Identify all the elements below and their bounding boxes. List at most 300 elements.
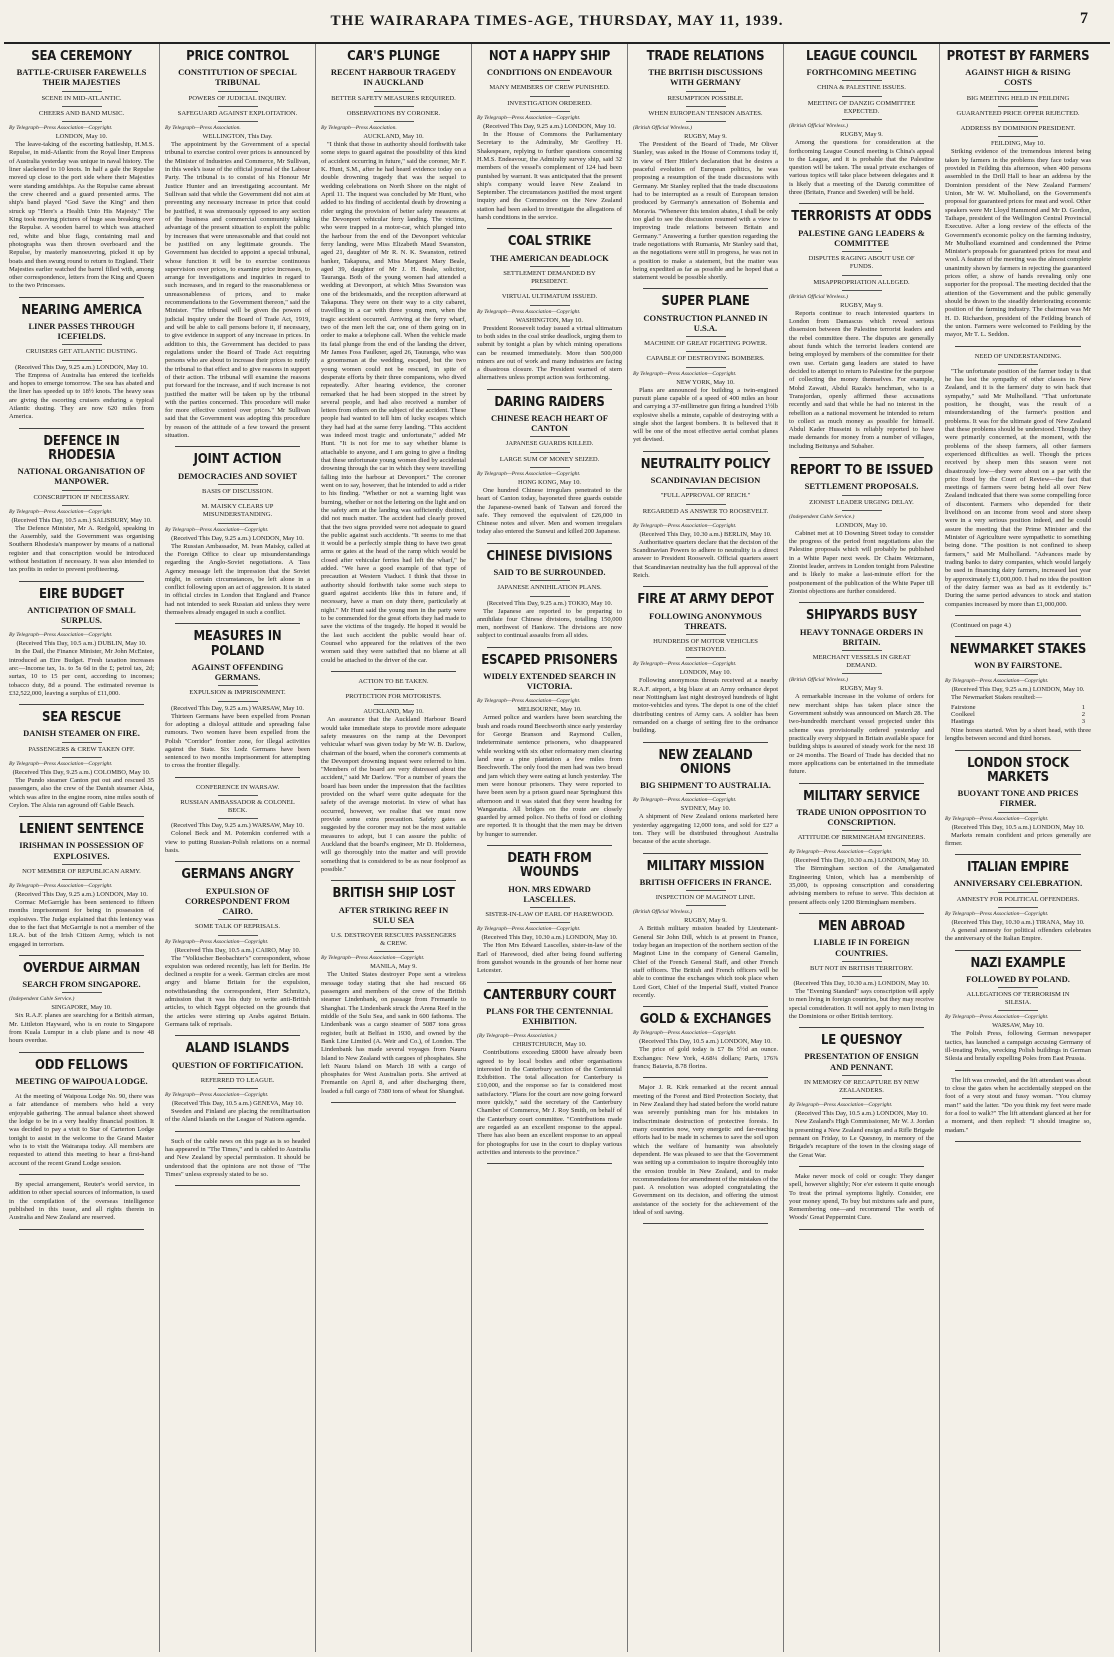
article-subhead: ZIONIST LEADER URGING DELAY. [809,498,914,506]
horse-name: Hastings [951,717,975,725]
article-dateline: (Received This Day, 10.30 a.m.) LONDON, May 10. [793,979,930,987]
divider [686,905,726,906]
article-headline: DARING RAIDERS [494,394,605,410]
divider [218,701,258,702]
divider [218,1073,258,1074]
divider [530,922,570,923]
article-subhead: MEETING OF DANZIG COMMITTEE EXPECTED. [807,99,916,115]
article-body: The price of gold today is £7 8s 5½d an ounce. Exchanges: New York, 4.68¼ dollars; Paris, 176⅞ francs; Batavia, 8.78 florins. [633,1046,778,1071]
article-headline: CHINESE DIVISIONS [486,548,613,564]
article-body: Major J. R. Kirk remarked at the recent annual meeting of the Forest and Bird Protection Society, that in New Zealand they had stated before the world nature was severely punishing man for his mistakes in indiscriminate destruction of protective forests. In many countries now, very energetic and far-reaching efforts had to be made in schemes to save the soil upon which the welfare of humanity was absolutely dependent. He was pleased to see that the Government was setting up a commission to inquire thoroughly into the erosion trouble in New Zealand, and to make recommendations for amendment of the mistakes of the past. A resolution was adopted congratulating the Government on its decision, and offering the utmost assistance of the society for the achievement of the ideal of soil saving. [633,1084,778,1217]
article-subhead: MACHINE OF GREAT FIGHTING POWER. [644,340,767,348]
article-body: The lift was crowded, and the lift attendant was about to close the gates when he accidentally stepped on the foot of a very stout and fussy woman. "You clumsy man!" said the latter. "Do you think my feet were made for a fool to walk?" The lift attendant glanced at her for a moment, and then replied: "I should imagine so, madam." [945,1076,1091,1134]
divider [686,351,726,352]
divider [998,674,1038,675]
article-subhead: THE BRITISH DISCUSSIONS WITH GERMANY [648,67,763,88]
divider [530,289,570,290]
article-subhead: CHINESE REACH HEART OF CANTON [491,413,608,434]
article-separator [487,389,612,390]
article [165,784,310,863]
article-subhead: DANISH STEAMER ON FIRE. [23,728,140,739]
article-separator [19,1229,144,1230]
divider [530,452,570,453]
article [9,711,154,817]
article-dateline: (Received This Day, 10.5 a.m.) LONDON, May 10. [639,1038,772,1046]
article-credit: By Telegraph—Press Association—Copyright. [477,926,581,933]
article-subhead: FOLLOWING ANONYMOUS THREATS. [649,610,762,631]
article-subhead: REGARDED AS ANSWER TO ROOSEVELT. [642,507,769,515]
article-credit: By Telegraph—Press Association—Copyright. [945,910,1049,917]
divider [998,892,1038,893]
article-headline: NAZI EXAMPLE [970,955,1066,971]
article-body: A remarkable increase in the volume of orders for new merchant ships has taken place since the Government subsidy was announced on March 28. The two-hundredth merchant vessel projected under this scheme was provisionally ordered yesterday and practically every shipyard in Britain available space for building ships is assured of steady work for the next 18 or 24 months. The Board of Trade has decided that no more applications can be entertained in the immediate future. [789,693,934,776]
article-subhead: IRISHMAN IN POSSESSION OF EXPLOSIVES. [19,840,144,861]
article-subhead: ALLEGATIONS OF TERRORISM IN SILESIA. [966,991,1070,1007]
article-body: The Russian Ambassador, M. Ivan Maisky, called at the Foreign Office to clear up misunderstandings regarding the Anglo-Soviet negotiations. A Tass Agency message left the impression that the Soviet might, in certain circumstances, be left alone in a conflict following upon an act of aggression. It is stated in official circles in London that England and France had not intended to seek Russian aid unless they were themselves already engaged in such a conflict. [165,542,310,617]
divider [998,812,1038,813]
article-dateline: (Received This Day, 9.25 a.m.) COLOMBO, May 10. [12,768,151,776]
article-credit: By Telegraph—Press Association—Copyright. [165,526,269,533]
divider [62,992,102,993]
article-subhead: QUESTION OF FORTIFICATION. [171,1059,304,1070]
article-subhead: THE AMERICAN DEADLOCK [490,252,609,263]
article-separator [955,950,1081,951]
article-subhead: SCENE IN MID-ATLANTIC. [41,94,122,102]
article-dateline: (Received This Day, 10.30 a.m.) LONDON, May 10. [793,857,930,865]
article-subhead: POWERS OF JUDICIAL INQUIRY. [188,94,287,102]
article-headline: DEATH FROM WOUNDS [507,851,592,881]
divider [842,495,882,496]
article-separator [487,228,612,229]
article-headline: ALAND ISLANDS [185,1041,290,1057]
article-dateline: RUGBY, May 9. [684,133,727,141]
divider [530,596,570,597]
divider [842,650,882,651]
article-subhead: CONSTRUCTION PLANNED IN U.S.A. [643,312,768,333]
article-subhead: CAPABLE OF DESTROYING BOMBERS. [646,355,765,363]
article-subhead: INVESTIGATION ORDERED. [507,99,592,107]
column-6 [784,44,940,1652]
article-subhead: WIDELY EXTENDED SEARCH IN VICTORIA. [483,671,616,692]
article-subhead: BASIS OF DISCUSSION. [202,487,273,495]
article-separator [487,982,612,983]
article-dateline: (Received This Day, 9.25 a.m.) WARSAW, May 10. [171,704,304,712]
article-dateline: NEW YORK, May 10. [676,378,735,386]
article [477,989,622,1165]
article-subhead: SOME TALK OF REPRISALS. [194,923,281,931]
horse-place: 1 [1081,703,1085,711]
article-separator [955,854,1081,855]
article-body: At the meeting of Waipoua Lodge No. 90, there was a fair attendance of members who held a very enjoyable gathering. The annual balance sheet showed the lodge to be in a very healthy financial position. It was decided to pay a visit to Star of Carterton Lodge tonight to assist in the welcome to the Grand Master who is to visit the Wairarapa today. All members are requested to attend this meeting to hear a first-hand account of the recent Grand Lodge session. [9,1093,154,1167]
article-headline: LONDON STOCK MARKETS [967,755,1069,785]
article-subhead: REFERRED TO LEAGUE. [200,1076,275,1084]
column-4 [472,44,628,1652]
article-body: Cabinet met at 10 Downing Street today to consider the progress of the period front negotiations also the Palestine proposals which will probably be published in a White Paper next week. Dr Chaim Weizmann, Zionist leader, arrives in London tonight from Palestine and is likely to make a last-minute effort for the postponement of the publication of the White Paper till Zionist objections are further considered. [789,529,934,595]
article [9,588,154,706]
article [477,50,622,229]
column-5 [628,44,784,1652]
article-body: New Zealand's High Commissioner, Mr W. J. Jordan is presenting a New Zealand ensign and a Rifle Brigade pennant on Friday, to Le Quesnoy, in memory of the Brigade's recapture of the town in the closing stage of the Great War. [789,1118,934,1159]
article-separator [799,783,924,784]
article-body: The Pundo steamer Canton put out and rescued 35 passengers, also the crew of the Danish steamer Alsia, which was afire in the engine room, nine miles south of Ceylon. The Alsia ran aground off Gable Beach. [9,776,154,809]
article-separator [19,816,144,817]
article-body: Markets remain confident and prices generally are firmer. [945,831,1091,847]
article-subhead: DEMOCRACIES AND SOVIET [177,470,298,481]
divider [62,757,102,758]
article [9,823,154,956]
article-subhead: CHEERS AND BAND MUSIC. [38,109,125,117]
divider [530,80,570,81]
article [945,757,1091,856]
article-dateline: WARSAW, May 10. [992,1022,1044,1030]
divider [62,864,102,865]
divider [842,290,882,291]
article-headline: PRICE CONTROL [186,49,289,64]
article-body: The appointment by the Government of a special tribunal to exercise control over prices is announced by the Minister of Industries and Commerce, Mr Sullivan, in this week's issue of the official journal of the Labour Party. The tribunal is to consist of his Honour Mr Justice Hunter and an investigating accountant. Mr Sullivan said that while the Government did not aim at preventing any necessary increase in price that could be justified, it was strenuously opposed to any section of the business and commercial community taking advantage of the present situation to exploit the public by increases that were unreasonable and that could not be justified on any legitimate grounds. The Government has decided to appoint a special tribunal, whose function it will be to exercise continuous supervision over prices, to examine price increases, to arrange for investigations and inquiries in regard to such increases, and in regard to the reasonableness or unreasonableness of prices, and to make recommendations to the Government thereon," said the Minister. "The tribunal will be given the powers of judicial inquiry under the Board of Trade Act, 1919, and will be able to call persons before it, if necessary, to give evidence in support of any increase in prices. In addition to this, the Government has decided to pass regulations under the Board of Trade Act requiring persons who are about to increase their prices to notify the tribunal to that effect and to give reasons in support of their action. The tribunal will examine the reasons put forward for the increase, and if such increase is not justified the matter will be taken up by the tribunal with the parties concerned. This procedure will make for more effective control over prices." Mr Sullivan said that the Government was adopting this procedure by reason of the attitude of a few toward the present situation. [165,141,310,440]
divider [218,818,258,819]
article [477,235,622,389]
article-headline: NEUTRALITY POLICY [640,456,771,472]
article-credit: (Independent Cable Service.) [789,513,855,520]
article-dateline: (Received This Day, 9.25 a.m.) TOKIO, May 10. [486,599,613,607]
divider [530,467,570,468]
article-subhead: SEARCH FROM SINGAPORE. [22,979,141,990]
article-subhead: PALESTINE GANG LEADERS & COMMITTEE [798,227,925,248]
article-dateline: MELBOURNE, May 10. [517,706,582,714]
article-subhead: CONSTITUTION OF SPECIAL TRIBUNAL [178,67,297,88]
divider [686,91,726,92]
article-headline: GERMANS ANGRY [181,867,294,883]
article-separator [487,1163,612,1164]
article-headline: MEN ABROAD [818,919,905,935]
article-dateline: FEILDING, May 10. [991,140,1045,148]
article-subhead: BUOYANT TONE AND PRICES FIRMER. [957,788,1079,809]
article [9,50,154,298]
article [9,435,154,582]
article-body: Plans are announced for building a twin-engined pursuit plane capable of a speed of 400 miles an hour and carrying a 37-millimetre gun firing a hundred 1½lb explosive shells a minute, capable of destroying with a single shot the largest bombers. It is believed that it will be one of the most effective aerial combat planes yet devised. [633,386,778,444]
article-subhead: BIG MEETING HELD IN FEILDING [966,94,1070,102]
article [477,550,622,648]
divider [62,360,102,361]
article-headline: SEA RESCUE [41,710,122,726]
columns [4,44,1110,1652]
divider [530,694,570,695]
article-subhead: HON. MRS EDWARD LASCELLES. [508,883,591,904]
article-headline: SEA CEREMONY [31,49,132,64]
article-separator [19,297,144,298]
article-dateline: (Received This Day, 10.5 a.m.) LONDON, May 10. [951,823,1085,831]
article-separator [643,451,768,452]
divider [686,657,726,658]
article-dateline: (Received This Day, 10.5 a.m.) LONDON, May 10. [795,1110,928,1118]
article [9,962,154,1053]
article-subhead: JAPANESE GUARDS KILLED. [505,440,594,448]
article [789,609,934,783]
article-credit: By Telegraph—Press Association—Copyright. [9,125,113,132]
article-dateline: LONDON, May 10. [679,669,732,677]
masthead [4,0,1110,44]
article-subhead: BRITISH OFFICERS IN FRANCE. [639,876,772,887]
article-dateline: AUCKLAND, May 10. [363,133,424,141]
divider [842,1098,882,1099]
divider [530,580,570,581]
divider [62,1089,102,1090]
article [165,630,310,777]
article-subhead: EXPULSION & IMPRISONMENT. [189,689,286,697]
article-subhead: CONSCRIPTION IF NECESSARY. [33,493,130,501]
article-credit: By Telegraph—Press Association—Copyright. [945,1014,1049,1021]
article-separator [487,647,612,648]
article-subhead: CHINA & PALESTINE ISSUES. [817,84,906,92]
article-subhead: NATIONAL ORGANISATION OF MANPOWER. [17,466,146,487]
article-subhead: U.S. DESTROYER RESCUES PASSENGERS & CREW. [330,931,457,948]
article-subhead: SAID TO BE SURROUNDED. [493,567,606,578]
article-subhead: M. MAISKY CLEARS UP MISUNDERSTANDING. [201,503,274,519]
divider [62,879,102,880]
article-body: The Japanese are reported to be preparing to annihilate four Chinese divisions, totalling 150,000 men, northwest of Hankow. The divisions are now subject to continual assaults from all sides. [477,607,622,640]
divider [218,523,258,524]
article-subhead: ATTITUDE OF BIRMINGHAM ENGINEERS. [797,834,926,842]
article-dateline: (Received This Day, 9.25 a.m.) LONDON, May 10. [951,685,1085,693]
results-row [951,711,1085,718]
divider [686,106,726,107]
article-headline: CAR'S PLUNGE [347,49,440,64]
article-credit: By Telegraph—Press Association—Copyright. [9,760,113,767]
article-headline: REPORT TO BE ISSUED [790,463,933,479]
divider [62,628,102,629]
horse-name: Fairstone [951,703,976,711]
article-dateline: (Received This Day, 9.25 a.m.) LONDON, May 10. [171,534,304,542]
article [945,861,1091,950]
article [165,50,310,447]
divider [218,935,258,936]
article-separator [955,636,1081,637]
article-subhead: SETTLEMENT DEMANDED BY PRESIDENT. [503,269,596,286]
article-headline: ITALIAN EMPIRE [967,860,1069,876]
divider [998,1010,1038,1011]
article-subhead: PASSENGERS & CREW TAKEN OFF. [28,745,135,753]
divider [842,80,882,81]
article-subhead: FORTHCOMING MEETING [806,67,917,78]
article-subhead: VIRTUAL ULTIMATUM ISSUED. [501,293,598,301]
article-credit: By Telegraph—Press Association—Copyright. [321,955,425,962]
article-separator [643,1006,768,1007]
article-subhead: NEED OF UNDERSTANDING. [974,352,1062,360]
article-subhead: INSPECTION OF MAGINOT LINE. [655,894,756,902]
divider [218,919,258,920]
article-subhead: OBSERVATIONS BY CORONER. [346,109,441,117]
article-headline: MILITARY SERVICE [803,788,920,804]
article-body: Following anonymous threats received at a nearby R.A.F. airport, a big blaze at an Army ordnance depot near Nottingham last night destroyed hundreds of light motor-vehicles and tyres. The depot is one of the chief distributing centres of Army cars. A soldier has been remanded on a charge of setting fire to the ordnance building. [633,677,778,735]
divider [218,795,258,796]
divider [374,689,414,690]
article-separator [175,446,300,447]
divider [530,436,570,437]
divider [62,505,102,506]
article-subhead: AMNESTY FOR POLITICAL OFFENDERS. [956,895,1080,903]
article-subhead: CRUISERS GET ATLANTIC DUSTING. [25,348,138,356]
article-dateline: RUGBY, May 9. [840,685,883,693]
article-credit: By Telegraph—Press Association—Copyright. [633,522,737,529]
article-headline: DEFENCE IN RHODESIA [43,433,120,463]
article-headline: OVERDUE AIRMAN [23,960,140,976]
divider [218,499,258,500]
article [633,860,778,1008]
article-subhead: LARGE SUM OF MONEY SEIZED. [499,455,600,463]
article-separator [955,750,1081,751]
article-subhead: BIG SHIPMENT TO AUSTRALIA. [640,780,771,791]
article-dateline: (Received This Day, 10.5 a.m.) CAIRO, May 10. [174,946,301,954]
divider [530,96,570,97]
article-body: Such of the cable news on this page as is so headed has appeared in "The Times," and is cabled to Australia and New Zealand by special permission. It should be understood that the opinions are not those of "The Times" unless expressly stated to be so. [165,1137,310,1178]
article-headline: NOT A HAPPY SHIP [488,49,611,64]
column-1 [4,44,160,1652]
article-subhead: "FULL APPROVAL OF REICH." [660,492,751,500]
article-headline: CANTERBURY COURT [483,987,616,1003]
article-dateline: RUGBY, May 9. [840,131,883,139]
article-body: The "Volkischer Beobachter's" correspondent, whose expulsion was ordered recently, has left for Berlin. He declined a respite for a week. German circles are most angry and blame Britain for the expulsion, notwithstanding the correspondent, Herr Schmitz's, admission that it was his duty to write anti-British articles, to which Egypt objected on the grounds that the articles were stirring up Arabs against Britain. Germans talk of reprisals. [165,954,310,1029]
article-dateline: (Received This Day, 10.5 a.m.) DUBLIN, May 10. [16,640,147,648]
article-credit: By Telegraph—Press Association—Copyright. [165,1092,269,1099]
divider [998,106,1038,107]
divider [374,704,414,705]
article [9,304,154,429]
divider [842,251,882,252]
article-separator [331,880,456,881]
article-subhead: PLANS FOR THE CENTENNIAL EXHIBITION. [486,1005,613,1027]
article-headline: LE QUESNOY [820,1033,903,1049]
article [477,852,622,982]
article-dateline: WASHINGTON, May 10. [516,316,583,324]
article-subhead: LIABLE IF IN FOREIGN COUNTRIES. [813,937,910,958]
article-dateline: (Received This Day, 10.30 a.m.) TIRANA, May 10. [951,918,1085,926]
article-body: Reports continue to reach interested quarters in London from Damascus which reveal serious dissension between the Palestine terrorist leaders and the rebel committee there. The disputes are generally about funds which the terrorist leaders contend are being employed by members of the committee for their own use. Certain gang leaders are stated to have decided to attempt to return to Palestine for the purpose of collecting the money themselves. For example, Mohd Zawati, Abdul Razak's henchman, who is a Transjordan, openly affirmed these accusations recently and said that while he had no interest in the rebellion as a national movement he intended to return to collect as much money as possible for himself. Abdul Kader Husseini is reliably reported to have made demands for money from a number of villages, including Beitunya and Subaher. [789,309,934,450]
article [477,396,622,544]
article-dateline: LONDON, May 10. [835,521,888,529]
article-headline: SUPER PLANE [661,294,750,310]
article-subhead: HUNDREDS OF MOTOR VEHICLES DESTROYED. [653,637,758,654]
divider [62,490,102,491]
divider [218,121,258,122]
article-separator [19,581,144,582]
article-subhead: ANNIVERSARY CELEBRATION. [953,878,1083,889]
article [945,50,1091,347]
article [321,678,466,881]
article-credit: By Telegraph—Press Association—Copyright. [165,938,269,945]
article-body: Thirteen Germans have been expelled from Posnan for adopting a disloyal attitude and spreading false rumours. Two women have been expelled from the Polish "Corridor" frontier zone, for illegal activities against the State. Six Lodz Germans have been sentenced to two months imprisonment for attempting to cross the frontier illegally. [165,712,310,770]
horse-place: 2 [1081,710,1085,718]
article-dateline: AUCKLAND, May 10. [363,708,424,716]
divider [686,488,726,489]
article [165,1138,310,1187]
divider [842,510,882,511]
article-credit: By Telegraph—Press Association—Copyright. [633,797,737,804]
article-subhead: WHEN EUROPEAN TENSION ABATES. [648,109,763,117]
article-subhead: ADDRESS BY DOMINION PRESIDENT. [960,125,1076,133]
article-subhead: FOLLOWED BY POLAND. [966,973,1070,984]
article-dateline: (Received This Day, 9.25 a.m.) LONDON, May 10. [483,122,616,130]
divider [686,121,726,122]
divider [218,484,258,485]
article-subhead: RUSSIAN AMBASSADOR & COLONEL BECK. [180,799,295,815]
article-credit: By Telegraph—Press Association—Copyright. [477,114,581,121]
article-credit: By Telegraph—Press Association—Copyright. [9,508,113,515]
divider [374,928,414,929]
article-subhead: SAFEGUARD AGAINST EXPLOITATION. [177,109,298,117]
divider [530,907,570,908]
article-body: The "Evening Standard" says conscription will apply to men living in foreign countries, but they may receive special consideration. It will not apply to men living in the Dominions or other British territory. [789,987,934,1020]
article-headline: BRITISH SHIP LOST [332,886,455,902]
article-separator [175,623,300,624]
article [9,1059,154,1175]
article [789,920,934,1028]
article-subhead: LINER PASSES THROUGH ICEFIELDS. [28,321,135,342]
divider [62,91,102,92]
article-subhead: CONDITIONS ON ENDEAVOUR [486,67,613,78]
article-body: A general amnesty for political offenders celebrates the anniversary of the Italian Empire. [945,926,1091,943]
results-row [951,704,1085,711]
article-dateline: HONG KONG, May 10. [517,478,581,486]
article-separator [799,1027,924,1028]
article-dateline: (Received This Day, 9.25 a.m.) LONDON, May 10. [15,363,148,371]
divider [842,830,882,831]
divider [842,1075,882,1076]
article [633,1084,778,1224]
article-body: Cormac McGarrigle has been sentenced to fifteen months imprisonment for being in possession of explosives. The Judge explained that this leniency was due to the fact that McGarrigle is not a member of the I.R.A. but of the Irish Citizen Army, which is not engaged in terrorism. [9,899,154,948]
divider [686,336,726,337]
article-body: Striking evidence of the tremendous interest being taken by farmers in the problems they face today was provided in Feilding this afternoon, when 400 persons assembled in the Drill Hall to hear an address by the Dominion president of the New Zealand Farmers' Union, Mr W. W. Mulholland, on the Government's proposal for guaranteed prices for meat and wool. Other speakers were Mr Lloyd Hammond and Mr D. Gordon, Taihape, president of the Wellington Central Provincial Executive. After a long review of the effects of the Government's economic policy on the farming industry, Mr Mulholland examined and condemned the Prime Minister's proposals for guaranteed prices for meat and wool. A feature of the meeting was the almost complete unanimity shown by farmers in rejecting the guaranteed prices offer, a show of hands revealing only one supporter for the proposal. The meeting decided that the attention of the Government and the public generally should be drawn to the steadily deteriorating economic position of the farming industry. The chairman was Mr H. D. Richardson, president of the Feilding branch of the union. Farmers were welcomed to Feilding by the mayor, Mr T. L. Seddon. [945,148,1092,339]
divider [686,793,726,794]
article-separator [955,346,1081,347]
article-headline: MEASURES IN POLAND [193,629,282,659]
article-body: An assurance that the Auckland Harbour Board would take immediate steps to provide more adequate safety measures on the ramp at the Devonport vehicular wharf was given today by Mr W. B. Darlow, chairman of the board, when the coroner's comments at the Devonport drowning inquest were referred to him. "Members of the board are very distressed about the accident," said Mr Darlow. "For a number of years the board has been under the impression that the facilities provided on the wharf were quite adequate for the safety of the average motorist. In view of what has occurred, however, we realise that we must now provide some extra precaution. Safety gates as suggested by the coroner may not be the most suitable measures to adopt, but I can assure the public of Auckland that the board's engineer, Mr D. Holderness, will go thoroughly into the matter and will provide something that is considered to be as near foolproof as possible." [321,716,466,873]
article-headline: FIRE AT ARMY DEPOT [637,592,774,608]
divider [62,106,102,107]
article [945,643,1091,750]
article [633,295,778,451]
article [789,1034,934,1167]
article-body: Armed police and warders have been searching the bush and roads round Beechworth since early yesterday for George Branson and Raymond Cullen, indeterminate sentence prisoners, who disappeared while working with six other reformatory men clearing land near a pine plantation a few miles from Beechworth. The only food the men had was two bread and jam which they were eating at lunch yesterday. The men were honour prisoners. They were reported to have been seen by a prison guard near Springhurst this afternoon and it was stated that they were heading for Wangaratta. All bridges on the route are closely guarded by armed police. No thefts of food or clothing are reported. It is thought that the men may be driven by hunger to surrender. [477,714,622,838]
article-body: By special arrangement, Reuter's world service, in addition to other special sources of information, is used in the compilation of the overseas intelligence published in this issue, and all rights therein in Australia and New Zealand are reserved. [9,1180,154,1222]
article [165,453,310,624]
divider [374,106,414,107]
article-separator [643,1223,768,1224]
article-subhead: SCANDINAVIAN DECISION [650,475,761,486]
article-credit: (British Official Wireless.) [633,125,692,132]
article-separator [799,203,924,204]
article-separator [19,704,144,705]
article [477,654,622,846]
article-subhead: PROTECTION FOR MOTORISTS. [345,693,442,701]
article-headline: NEARING AMERICA [21,302,142,318]
article-subhead: IN MEMORY OF RECAPTURE BY NEW ZEALANDERS. [803,1078,920,1095]
article-headline: PROTEST BY FARMERS [946,49,1090,64]
article-headline: NEW ZEALAND ONIONS [658,747,753,777]
divider [686,519,726,520]
article [633,593,778,742]
divider [686,367,726,368]
article-credit: (British Official Wireless.) [789,293,848,300]
article-subhead: GUARANTEED PRICE OFFER REJECTED. [956,109,1080,117]
article-separator [19,1174,144,1175]
article-body: The Empress of Australia has entered the icefields and hopes to emerge tomorrow. The sea has abated and the liner has speeded up to 18½ knots. The heavy seas are giving the escorting cruisers enduring a typical Atlantic dusting. They are now 620 miles from America. [9,371,154,421]
divider [62,121,102,122]
article-separator [175,1185,300,1186]
article-headline: TERRORISTS AT ODDS [791,209,932,225]
column-7 [940,44,1096,1652]
article-separator [643,1077,768,1078]
article-body: The Defence Minister, Mr A. Redgold, speaking in the Assembly, said the Government was organising Southern Rhodesia's manpower by means of a national register and that conscription would be introduced without hesitation if necessary. It was also intended to tax profits in order to prevent profiteering. [9,524,154,574]
